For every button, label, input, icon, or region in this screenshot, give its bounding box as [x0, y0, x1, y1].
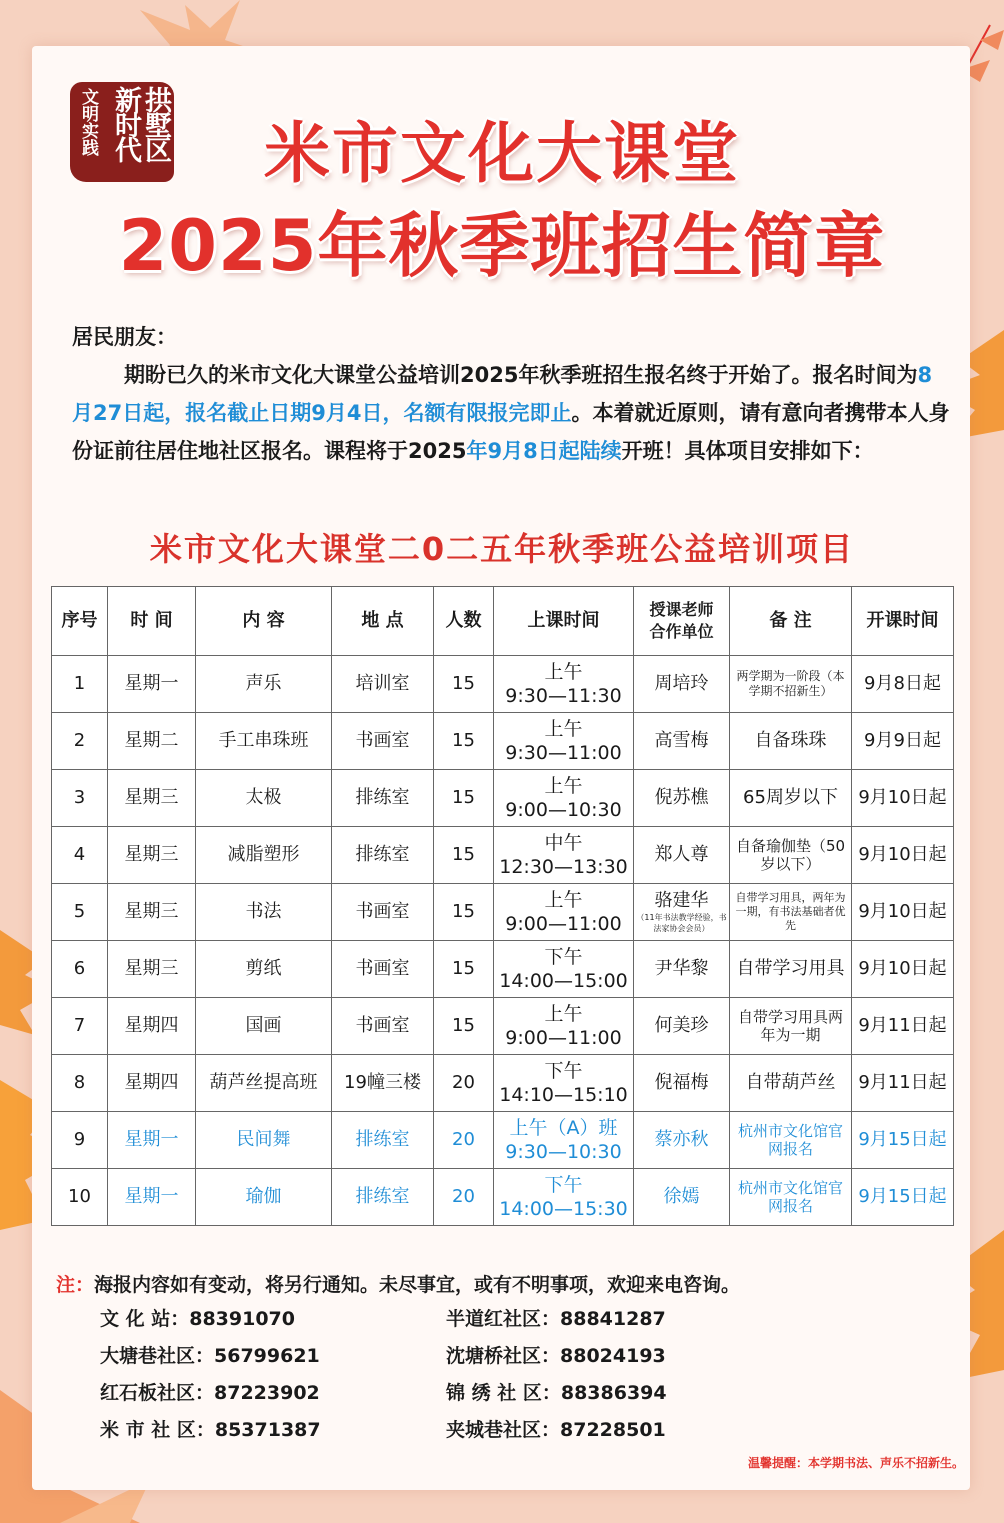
course-content-cell: 民间舞	[196, 1112, 332, 1169]
course-content-cell: 手工串珠班	[196, 713, 332, 770]
weekday-cell: 星期四	[108, 1055, 196, 1112]
row-number-cell: 2	[52, 713, 108, 770]
row-number-cell: 10	[52, 1169, 108, 1226]
weekday-cell: 星期三	[108, 770, 196, 827]
capacity-cell: 15	[434, 770, 494, 827]
capacity-cell: 15	[434, 941, 494, 998]
class-time-cell	[494, 827, 634, 884]
teacher-cell	[634, 1112, 730, 1169]
capacity-cell: 15	[434, 713, 494, 770]
table-title: 米市文化大课堂二0二五年秋季班公益培训项目	[149, 530, 855, 568]
capacity-cell: 15	[434, 884, 494, 941]
intro-text	[72, 318, 952, 470]
time-range: 14:00—15:00	[499, 970, 628, 992]
start-date-cell: 9月15日起	[852, 1112, 954, 1169]
registration-dates: 8月27日起，报名截止日期9月4日，名额有限报完即止	[72, 363, 933, 425]
weekday-cell: 星期四	[108, 998, 196, 1055]
remark-cell: 自备瑜伽垫（50岁以下）	[730, 827, 852, 884]
course-content-cell: 太极	[196, 770, 332, 827]
time-period: 上午	[544, 661, 583, 683]
contact-item	[446, 1306, 846, 1333]
contact-item	[100, 1306, 446, 1333]
contact-phone: 87228501	[560, 1419, 666, 1441]
time-range: 9:00—10:30	[505, 799, 622, 821]
contact-phone: 85371387	[214, 1419, 321, 1441]
remark-cell: 杭州市文化馆官网报名	[730, 1112, 852, 1169]
weekday-cell: 星期三	[108, 941, 196, 998]
remark-cell: 65周岁以下	[730, 770, 852, 827]
teacher-cell	[634, 1055, 730, 1112]
start-date-cell: 9月15日起	[852, 1169, 954, 1226]
location-cell: 书画室	[332, 713, 434, 770]
class-time-cell	[494, 656, 634, 713]
teacher-name: 倪福梅	[654, 1072, 709, 1093]
logo-big-text: 拱墅区新时代	[110, 86, 171, 161]
remark-cell: 自带葫芦丝	[730, 1055, 852, 1112]
class-time-cell	[494, 884, 634, 941]
time-period: 上午	[544, 718, 583, 740]
class-time-cell	[494, 998, 634, 1055]
remark-cell: 两学期为一阶段（本学期不招新生）	[730, 656, 852, 713]
contact-item	[100, 1343, 446, 1370]
teacher-cell	[634, 656, 730, 713]
row-number-cell: 4	[52, 827, 108, 884]
row-number-cell: 6	[52, 941, 108, 998]
intro-p2e: 开班！具体项目安排如下：	[621, 439, 874, 463]
contact-name: 米 市 社 区：	[100, 1419, 215, 1441]
contact-name: 夹城巷社区：	[446, 1419, 561, 1441]
remark-cell: 自带学习用具	[730, 941, 852, 998]
row-number-cell: 8	[52, 1055, 108, 1112]
class-time-cell	[494, 770, 634, 827]
contact-phone: 88024193	[560, 1345, 666, 1367]
row-number-cell: 1	[52, 656, 108, 713]
notes-label: 注：	[56, 1274, 95, 1296]
weekday-cell: 星期二	[108, 713, 196, 770]
time-range: 9:00—11:00	[505, 1027, 622, 1049]
time-period: 中午	[544, 832, 583, 854]
row-number-cell: 7	[52, 998, 108, 1055]
contact-item	[446, 1417, 846, 1444]
class-time-cell	[494, 1112, 634, 1169]
capacity-cell: 15	[434, 827, 494, 884]
location-cell: 书画室	[332, 884, 434, 941]
weekday-cell: 星期一	[108, 656, 196, 713]
time-period: 下午	[544, 1174, 583, 1196]
start-date-cell: 9月9日起	[852, 713, 954, 770]
teacher-name: 郑人尊	[654, 844, 709, 865]
capacity-cell: 15	[434, 656, 494, 713]
table-header-cell: 授课老师 合作单位	[634, 587, 730, 656]
time-range: 14:10—15:10	[499, 1084, 628, 1106]
location-cell: 排练室	[332, 1169, 434, 1226]
start-date-cell: 9月10日起	[852, 827, 954, 884]
reminder-tip: 温馨提醒：本学期书法、声乐不招新生。	[747, 1456, 964, 1470]
table-row	[52, 770, 954, 827]
teacher-name: 尹华黎	[654, 958, 709, 979]
row-number-cell: 5	[52, 884, 108, 941]
table-row	[52, 1112, 954, 1169]
weekday-cell: 星期一	[108, 1112, 196, 1169]
capacity-cell: 15	[434, 998, 494, 1055]
class-time-cell	[494, 713, 634, 770]
start-date-cell: 9月8日起	[852, 656, 954, 713]
contact-phone: 88391070	[189, 1308, 295, 1330]
contact-item	[446, 1343, 846, 1370]
location-cell: 排练室	[332, 827, 434, 884]
course-content-cell: 减脂塑形	[196, 827, 332, 884]
poster-title-line2: 2025年秋季班招生简章	[118, 205, 886, 287]
table-header-cell: 上课时间	[494, 587, 634, 656]
capacity-cell: 20	[434, 1112, 494, 1169]
intro-paragraph	[72, 356, 952, 470]
time-range: 9:30—10:30	[505, 1141, 622, 1163]
start-date-cell: 9月10日起	[852, 884, 954, 941]
location-cell: 排练室	[332, 1112, 434, 1169]
capacity-cell: 20	[434, 1055, 494, 1112]
time-range: 9:00—11:00	[505, 913, 622, 935]
time-period: 上午（A）班	[509, 1117, 618, 1139]
location-cell: 19幢三楼	[332, 1055, 434, 1112]
time-range: 9:30—11:00	[505, 742, 622, 764]
time-period: 下午	[544, 946, 583, 968]
table-header-row	[52, 587, 954, 656]
start-date-cell: 9月11日起	[852, 998, 954, 1055]
teacher-cell	[634, 941, 730, 998]
table-row	[52, 713, 954, 770]
row-number-cell: 3	[52, 770, 108, 827]
table-row	[52, 656, 954, 713]
greeting: 居民朋友：	[72, 325, 177, 349]
course-content-cell: 瑜伽	[196, 1169, 332, 1226]
location-cell: 书画室	[332, 998, 434, 1055]
capacity-cell: 20	[434, 1169, 494, 1226]
teacher-cell	[634, 770, 730, 827]
table-row	[52, 1169, 954, 1226]
table-row	[52, 884, 954, 941]
weekday-cell: 星期三	[108, 827, 196, 884]
row-number-cell: 9	[52, 1112, 108, 1169]
contact-list	[100, 1306, 900, 1444]
contact-item	[100, 1417, 446, 1444]
notes-text: 海报内容如有变动，将另行通知。未尽事宜，或有不明事项，欢迎来电咨询。	[94, 1274, 741, 1296]
time-period: 上午	[544, 1003, 583, 1025]
course-content-cell: 葫芦丝提高班	[196, 1055, 332, 1112]
table-header-cell: 人数	[434, 587, 494, 656]
start-date-cell: 9月10日起	[852, 770, 954, 827]
course-content-cell: 书法	[196, 884, 332, 941]
table-header-cell: 地 点	[332, 587, 434, 656]
logo-small-text: 文明实践	[78, 88, 98, 156]
remark-cell: 杭州市文化馆官网报名	[730, 1169, 852, 1226]
contact-item	[446, 1380, 846, 1407]
time-range: 9:30—11:30	[505, 685, 622, 707]
start-date-cell: 9月10日起	[852, 941, 954, 998]
contact-name: 锦 绣 社 区：	[446, 1382, 561, 1404]
contact-item	[100, 1380, 446, 1407]
class-time-cell	[494, 1055, 634, 1112]
teacher-name: 周培玲	[654, 673, 709, 694]
course-content-cell: 声乐	[196, 656, 332, 713]
schedule-table	[51, 586, 954, 1226]
notes-section	[56, 1270, 956, 1311]
time-period: 上午	[544, 775, 583, 797]
course-content-cell: 国画	[196, 998, 332, 1055]
table-header-cell: 开课时间	[852, 587, 954, 656]
contact-phone: 87223902	[214, 1382, 320, 1404]
weekday-cell: 星期三	[108, 884, 196, 941]
teacher-name: 何美珍	[654, 1015, 709, 1036]
weekday-cell: 星期一	[108, 1169, 196, 1226]
teacher-name: 高雪梅	[654, 730, 709, 751]
contact-name: 文 化 站：	[100, 1308, 190, 1330]
class-time-cell	[494, 941, 634, 998]
teacher-name: 倪苏樵	[654, 787, 709, 808]
table-row	[52, 1055, 954, 1112]
intro-p1: 期盼已久的米市文化大课堂公益培训2025年秋季班招生报名终于开始了。	[124, 363, 813, 387]
start-date-cell: 9月11日起	[852, 1055, 954, 1112]
table-row	[52, 998, 954, 1055]
course-content-cell: 剪纸	[196, 941, 332, 998]
contact-name: 沈塘桥社区：	[446, 1345, 561, 1367]
table-row	[52, 827, 954, 884]
teacher-name: 蔡亦秋	[654, 1129, 709, 1150]
location-cell: 排练室	[332, 770, 434, 827]
intro-p2a: 报名时间为	[812, 363, 918, 387]
remark-cell: 自备珠珠	[730, 713, 852, 770]
remark-cell: 自带学习用具两年为一期	[730, 998, 852, 1055]
remark-cell: 自带学习用具，两年为一期，有书法基础者优先	[730, 884, 852, 941]
teacher-cell	[634, 884, 730, 941]
teacher-credential: （11年书法教学经验，书法家协会会员）	[636, 913, 727, 933]
location-cell: 书画室	[332, 941, 434, 998]
time-period: 上午	[544, 889, 583, 911]
table-header-cell: 序号	[52, 587, 108, 656]
poster-title-line1: 米市文化大课堂	[264, 115, 740, 192]
time-period: 下午	[544, 1060, 583, 1082]
contact-name: 半道红社区：	[446, 1308, 561, 1330]
table-row	[52, 941, 954, 998]
intro-p2c: 。本着就近原则，请有意向者携带本人身份证前往居住地社区报名。课程将于2025	[72, 401, 950, 463]
teacher-name: 骆建华	[654, 890, 709, 911]
contact-name: 红石板社区：	[100, 1382, 215, 1404]
class-time-cell	[494, 1169, 634, 1226]
table-header-cell: 备 注	[730, 587, 852, 656]
teacher-name: 徐嫣	[663, 1186, 700, 1207]
teacher-cell	[634, 998, 730, 1055]
teacher-cell	[634, 713, 730, 770]
time-range: 14:00—15:30	[499, 1198, 628, 1220]
contact-phone: 88841287	[560, 1308, 666, 1330]
table-header-cell: 时 间	[108, 587, 196, 656]
contact-phone: 88386394	[560, 1382, 667, 1404]
teacher-cell	[634, 827, 730, 884]
time-range: 12:30—13:30	[499, 856, 628, 878]
class-start-date: 年9月8日起陆续	[466, 439, 622, 463]
contact-phone: 56799621	[214, 1345, 320, 1367]
table-header-cell: 内 容	[196, 587, 332, 656]
contact-name: 大塘巷社区：	[100, 1345, 215, 1367]
teacher-cell	[634, 1169, 730, 1226]
location-cell: 培训室	[332, 656, 434, 713]
